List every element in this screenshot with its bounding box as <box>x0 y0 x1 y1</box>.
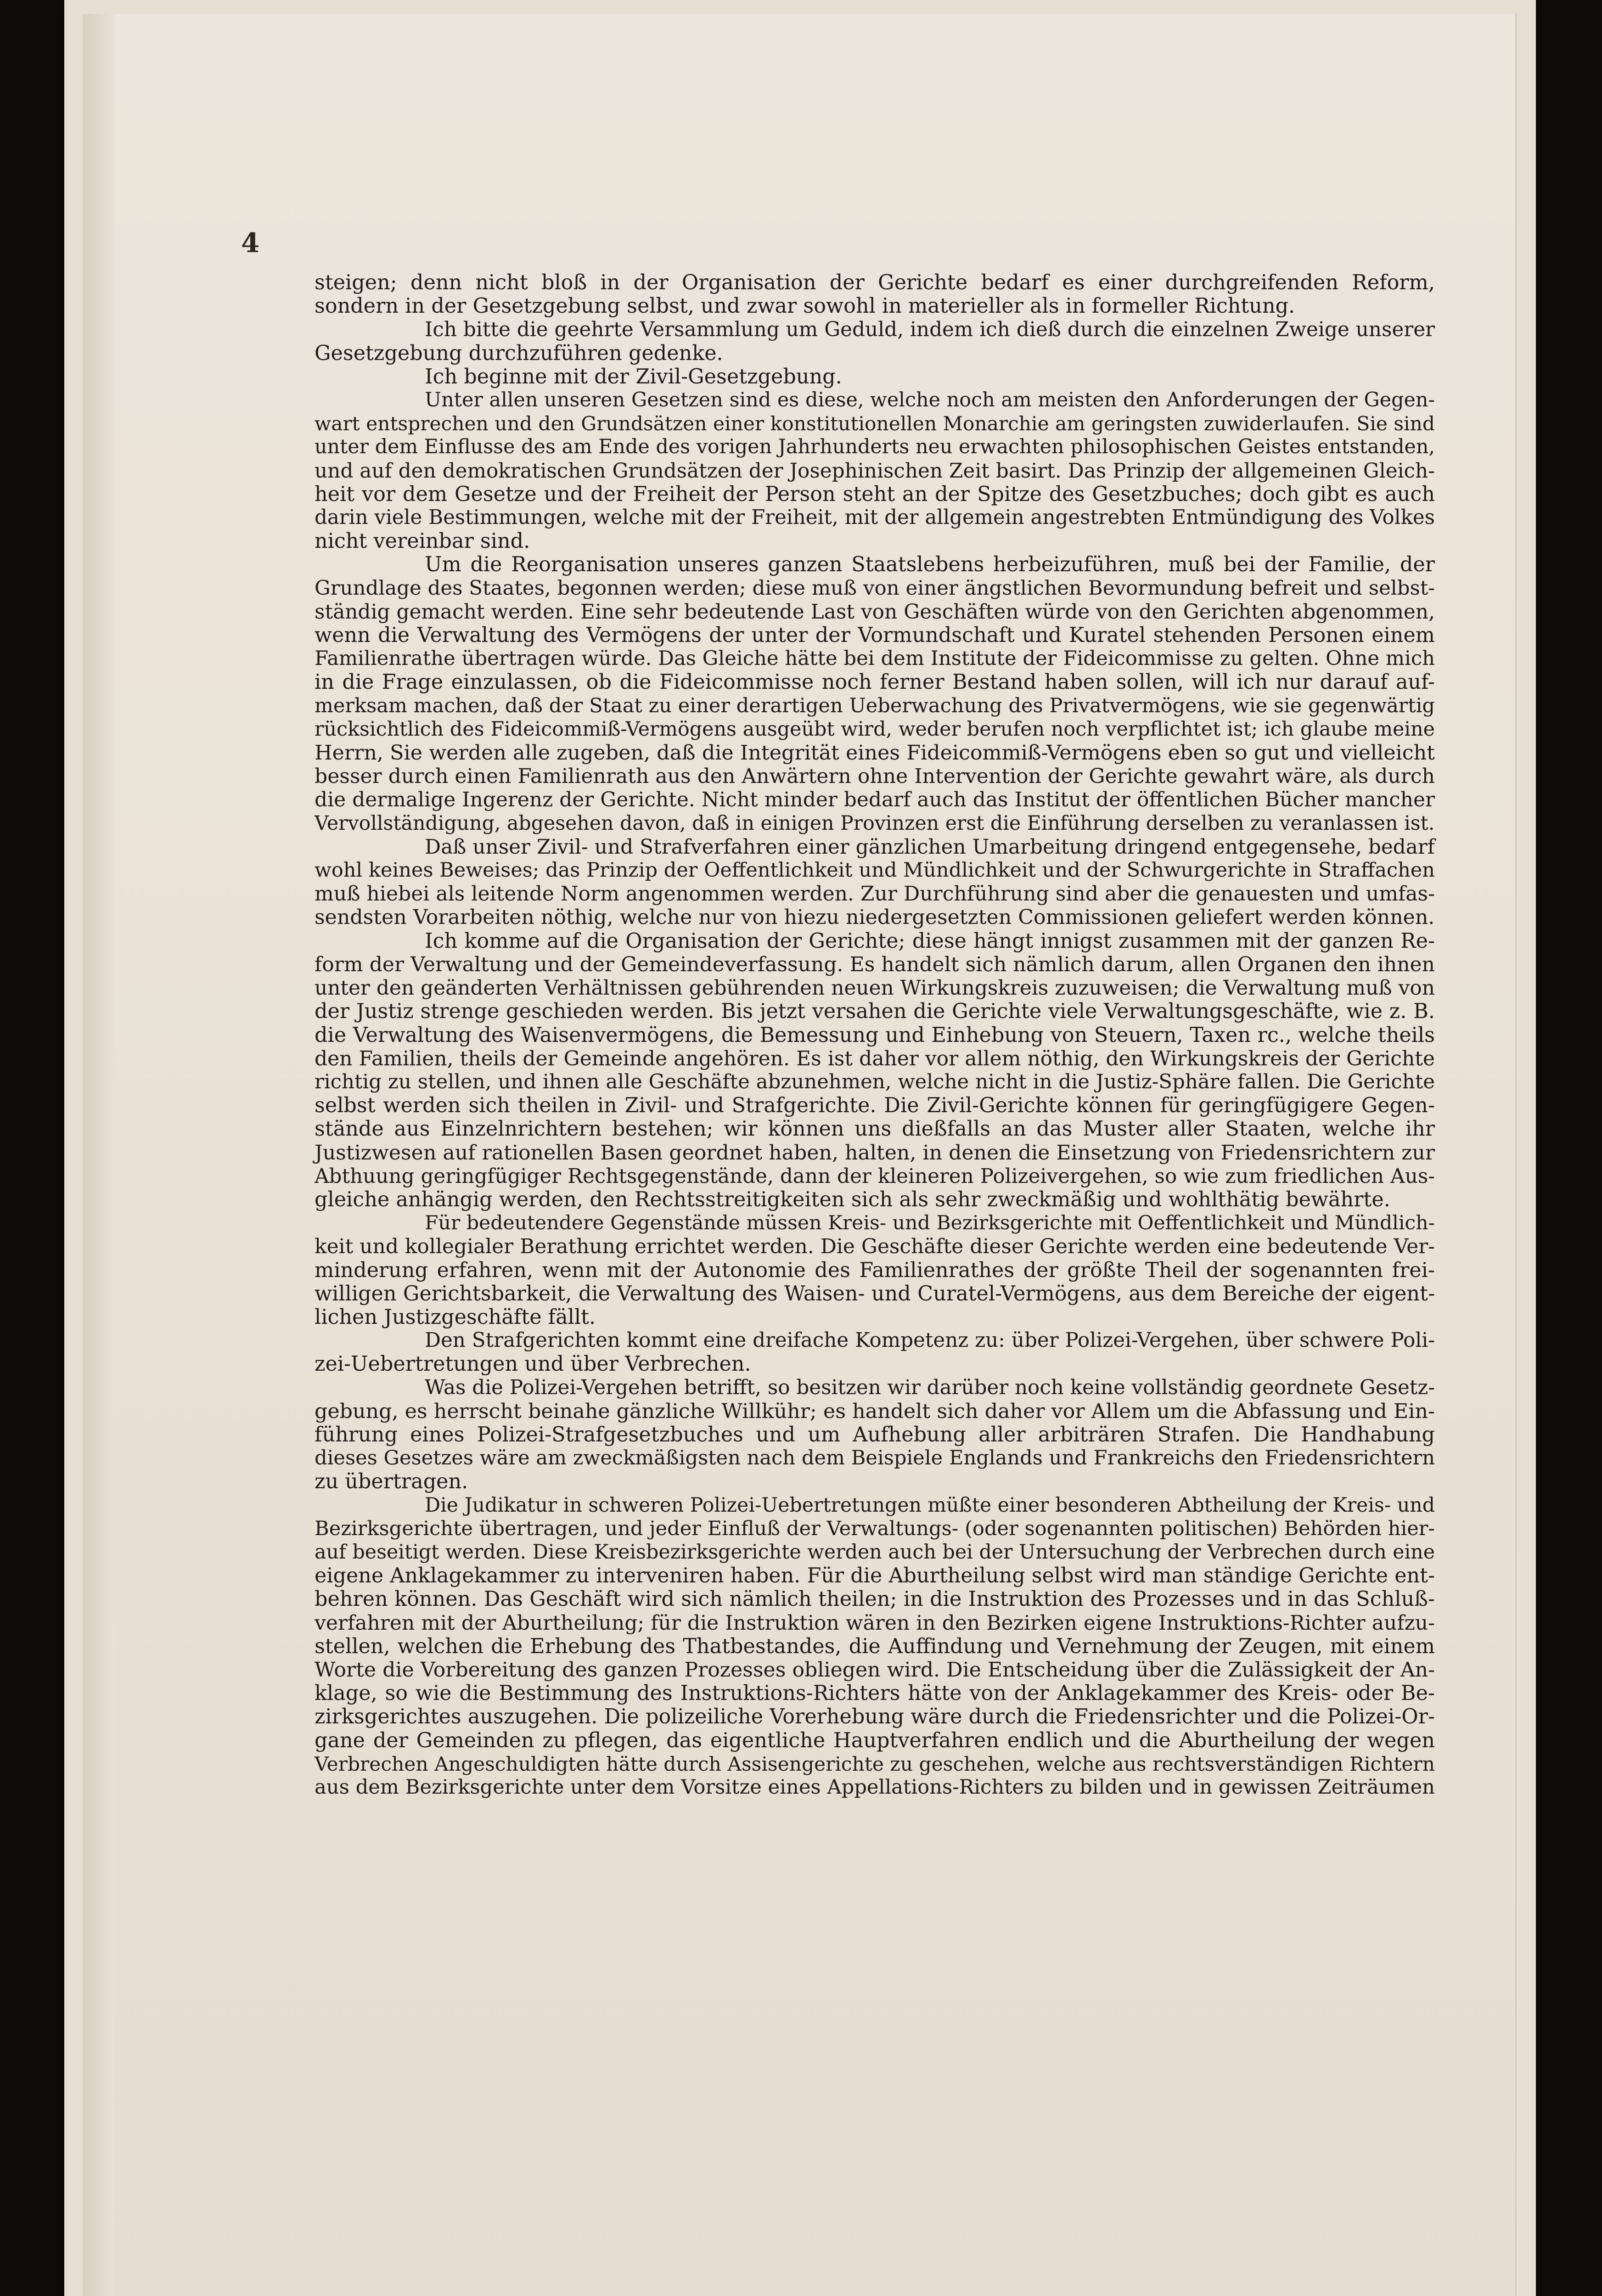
text-line: verfahren mit der Aburtheilung; für die Instruktion wären in den Bezirken eigene Instruktions-Richter aufzu- <box>315 1611 1435 1635</box>
text-line: keit und kollegialer Berathung errichtet werden. Die Geschäfte dieser Gerichte werden eine bedeutende Ver- <box>315 1235 1435 1259</box>
text-line: lichen Justizgeschäfte fällt. <box>315 1305 596 1329</box>
text-line: den Familien, theils der Gemeinde angehören. Es ist daher vor allem nöthig, den Wirkungskreis der Gerichte <box>315 1047 1435 1070</box>
text-line: behren können. Das Geschäft wird sich nämlich theilen; in die Instruktion des Prozesses und in das Schluß- <box>315 1587 1435 1611</box>
text-line: die dermalige Ingerenz der Gerichte. Nicht minder bedarf auch das Institut der öffentlichen Bücher mancher <box>315 788 1435 812</box>
text-line: eigene Anklagekammer zu interveniren haben. Für die Aburtheilung selbst wird man ständige Gerichte ent- <box>315 1564 1435 1588</box>
text-line: Ich komme auf die Organisation der Gerichte; diese hängt innigst zusammen mit der ganzen Re- <box>425 929 1435 953</box>
text-line: Was die Polizei-Vergehen betrifft, so besitzen wir darüber noch keine vollständig geordnete Gesetz- <box>425 1376 1435 1399</box>
text-line: sondern in der Gesetzgebung selbst, und zwar sowohl in materieller als in formeller Richtung. <box>315 294 1295 318</box>
fold-edge <box>83 14 115 2296</box>
text-line: Für bedeutendere Gegenstände müssen Kreis- und Bezirksgerichte mit Oeffentlichkeit und Mündlich- <box>425 1212 1435 1235</box>
text-line: wart entsprechen und den Grundsätzen einer konstitutionellen Monarchie am geringsten zuwiderlaufen. Sie sind <box>315 412 1435 435</box>
text-line: die Verwaltung des Waisenvermögens, die Bemessung und Einhebung von Steuern, Taxen rc., welche theils <box>315 1023 1435 1047</box>
text-line: Vervollständigung, abgesehen davon, daß in einigen Provinzen erst die Einführung derselben zu veranlassen ist. <box>315 811 1435 835</box>
text-line: aus dem Bezirksgerichte unter dem Vorsitze eines Appellations-Richters zu bilden und in gewissen Zeiträumen <box>315 1776 1435 1799</box>
text-line: Ich bitte die geehrte Versammlung um Geduld, indem ich dieß durch die einzelnen Zweige unserer <box>425 318 1435 342</box>
text-line: nicht vereinbar sind. <box>315 529 530 553</box>
text-line: Um die Reorganisation unseres ganzen Staatslebens herbeizuführen, muß bei der Familie, der <box>425 553 1435 577</box>
text-line: Daß unser Zivil- und Strafverfahren einer gänzlichen Umarbeitung dringend entgegensehe, bedarf <box>425 835 1435 859</box>
text-line: rücksichtlich des Fideicommiß-Vermögens ausgeübt wird, weder berufen noch verpflichtet ist; ich glaube meine <box>315 717 1435 741</box>
text-line: unter dem Einflusse des am Ende des vorigen Jahrhunderts neu erwachten philosophischen Geistes entstanden, <box>315 435 1435 459</box>
text-line: Bezirksgerichte übertragen, und jeder Einfluß der Verwaltungs- (oder sogenannten politischen) Behörden hier- <box>315 1517 1435 1540</box>
text-line: Abthuung geringfügiger Rechtsgegenstände, dann der kleineren Polizeivergehen, so wie zum friedlichen Aus- <box>315 1164 1435 1188</box>
text-line: dieses Gesetzes wäre am zweckmäßigsten nach dem Beispiele Englands und Frankreichs den Friedensrichtern <box>315 1446 1435 1470</box>
text-line: muß hiebei als leitende Norm angenommen werden. Zur Durchführung sind aber die genauesten und umfas- <box>315 882 1435 906</box>
text-line: minderung erfahren, wenn mit der Autonomie des Familienrathes der größte Theil der sogenannten frei- <box>315 1258 1435 1282</box>
text-line: und auf den demokratischen Grundsätzen der Josephinischen Zeit basirt. Das Prinzip der allgemeinen Gleich- <box>315 459 1435 483</box>
text-line: gleiche anhängig werden, den Rechtsstreitigkeiten sich als sehr zweckmäßig und wohlthätig bewährte. <box>315 1187 1390 1211</box>
text-line: stellen, welchen die Erhebung des Thatbestandes, die Auffindung und Vernehmung der Zeugen, mit einem <box>315 1634 1435 1658</box>
text-line: selbst werden sich theilen in Zivil- und Strafgerichte. Die Zivil-Gerichte können für geringfügigere Gegen- <box>315 1094 1435 1118</box>
text-line: Grundlage des Staates, begonnen werden; diese muß von einer ängstlichen Bevormundung befreit und selbst- <box>315 576 1435 600</box>
text-line: unter den geänderten Verhältnissen gebührenden neuen Wirkungskreis zuzuweisen; die Verwaltung muß von <box>315 976 1435 1000</box>
text-line: sendsten Vorarbeiten nöthig, welche nur von hiezu niedergesetzten Commissionen geliefert werden können. <box>315 906 1435 929</box>
text-line: wenn die Verwaltung des Vermögens der unter der Vormundschaft und Kuratel stehenden Personen einem <box>315 624 1435 647</box>
text-line: heit vor dem Gesetze und der Freiheit der Person steht an der Spitze des Gesetzbuches; doch gibt es auch <box>315 482 1435 506</box>
text-line: zirksgerichtes auszugehen. Die polizeiliche Vorerhebung wäre durch die Friedensrichter und die Polizei-Or- <box>315 1705 1435 1729</box>
text-line: Unter allen unseren Gesetzen sind es diese, welche noch am meisten den Anforderungen der Gegen- <box>425 388 1435 412</box>
text-line: zei-Uebertretungen und über Verbrechen. <box>315 1352 751 1376</box>
text-line: merksam machen, daß der Staat zu einer derartigen Ueberwachung des Privatvermögens, wie sie gegenwärtig <box>315 694 1435 717</box>
text-line: darin viele Bestimmungen, welche mit der Freiheit, mit der allgemein angestrebten Entmündigung des Volkes <box>315 506 1435 529</box>
text-line: Gesetzgebung durchzuführen gedenke. <box>315 341 723 365</box>
text-line: Verbrechen Angeschuldigten hätte durch Assisengerichte zu geschehen, welche aus rechtsverständigen Richtern <box>315 1752 1435 1775</box>
text-line: Worte die Vorbereitung des ganzen Prozesses obliegen wird. Die Entscheidung über die Zulässigkeit der An- <box>315 1658 1435 1682</box>
text-line: besser durch einen Familienrath aus den Anwärtern ohne Intervention der Gerichte gewahrt wäre, als durch <box>315 765 1435 788</box>
page-number: 4 <box>241 227 260 259</box>
text-line: zu übertragen. <box>315 1470 468 1494</box>
text-line: gane der Gemeinden zu pflegen, das eigentliche Hauptverfahren endlich und die Aburtheilung der wegen <box>315 1728 1435 1752</box>
text-line: stände aus Einzelnrichtern bestehen; wir können uns dießfalls an das Muster aller Staaten, welche ihr <box>315 1117 1435 1141</box>
text-line: Die Judikatur in schweren Polizei-Uebertretungen müßte einer besonderen Abtheilung der Kreis- und <box>425 1493 1435 1517</box>
text-line: Den Strafgerichten kommt eine dreifache Kompetenz zu: über Polizei-Vergehen, über schwere Poli- <box>425 1329 1435 1352</box>
text-line: gebung, es herrscht beinahe gänzliche Willkühr; es handelt sich daher vor Allem um die Abfassung und Ein- <box>315 1399 1435 1423</box>
text-line: ständig gemacht werden. Eine sehr bedeutende Last von Geschäften würde von den Gerichten abgenommen, <box>315 600 1435 624</box>
text-line: Justizwesen auf rationellen Basen geordnet haben, halten, in denen die Einsetzung von Friedensrichtern zur <box>315 1141 1435 1165</box>
text-line: in die Frage einzulassen, ob die Fideicommisse noch ferner Bestand haben sollen, will ich nur darauf auf- <box>315 670 1435 694</box>
section-heading: Ich beginne mit der Zivil-Gesetzgebung. <box>425 365 842 388</box>
text-line: Familienrathe übertragen würde. Das Gleiche hätte bei dem Institute der Fideicommisse zu gelten. Ohne mich <box>315 647 1435 670</box>
text-line: der Justiz strenge geschieden werden. Bis jetzt versahen die Gerichte viele Verwaltungsgeschäfte, wie z. B. <box>315 1000 1435 1024</box>
body-text <box>315 271 1435 1799</box>
text-line: auf beseitigt werden. Diese Kreisbezirksgerichte werden auch bei der Untersuchung der Verbrechen durch eine <box>315 1540 1435 1564</box>
text-line: richtig zu stellen, und ihnen alle Geschäfte abzunehmen, welche nicht in die Justiz-Sphäre fallen. Die Gerichte <box>315 1070 1435 1093</box>
text-line: klage, so wie die Bestimmung des Instruktions-Richters hätte von der Anklagekammer des Kreis- oder Be- <box>315 1682 1435 1705</box>
text-line: Herrn, Sie werden alle zugeben, daß die Integrität eines Fideicommiß-Vermögens eben so gut und vielleicht <box>315 741 1435 765</box>
text-line: steigen; denn nicht bloß in der Organisation der Gerichte bedarf es einer durchgreifenden Reform, <box>315 271 1435 294</box>
text-line: führung eines Polizei-Strafgesetzbuches und um Aufhebung aller arbiträren Strafen. Die Handhabung <box>315 1423 1435 1446</box>
text-line: willigen Gerichtsbarkeit, die Verwaltung des Waisen- und Curatel-Vermögens, aus dem Bereiche der eigent- <box>315 1282 1435 1306</box>
text-line: form der Verwaltung und der Gemeindeverfassung. Es handelt sich nämlich darum, allen Organen den ihnen <box>315 952 1435 976</box>
text-line: wohl keines Beweises; das Prinzip der Oeffentlichkeit und Mündlichkeit und der Schwurgerichte in Straffachen <box>315 859 1435 882</box>
